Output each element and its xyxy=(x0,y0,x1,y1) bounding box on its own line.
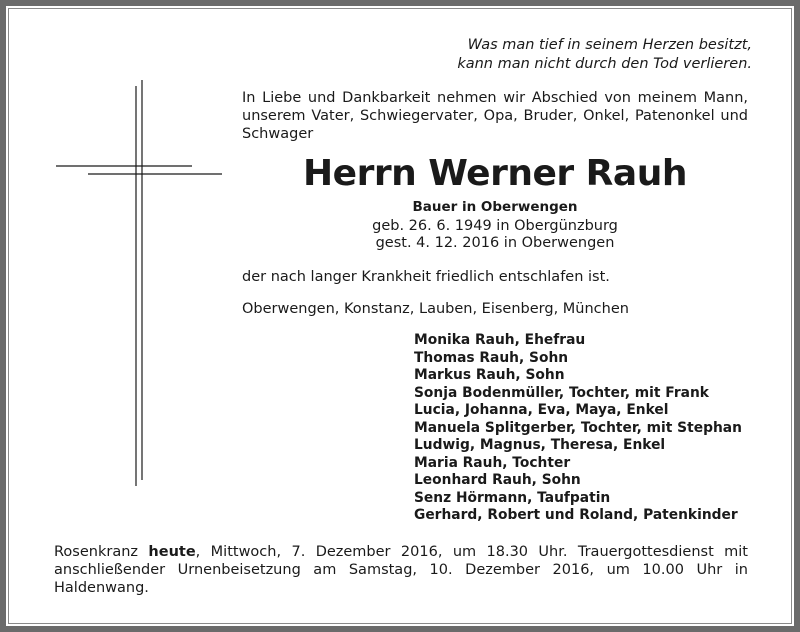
passed-text: der nach langer Krankheit friedlich entschlafen ist. xyxy=(242,269,610,285)
mourner: Ludwig, Magnus, Theresa, Enkel xyxy=(414,437,666,453)
deceased-name: Herrn Werner Rauh xyxy=(303,153,687,194)
mourner: Gerhard, Robert und Roland, Patenkinder xyxy=(414,507,738,523)
funeral-info-bold: heute xyxy=(148,544,196,560)
intro-text: In Liebe und Dankbarkeit nehmen wir Abschied von meinem Mann, unserem Vater, Schwiegervater, Opa, Bruder, Onkel, Patenonkel und Schwager xyxy=(242,90,748,142)
places: Oberwengen, Konstanz, Lauben, Eisenberg, München xyxy=(242,301,629,317)
funeral-info-part1: Rosenkranz xyxy=(54,544,149,560)
mourner: Senz Hörmann, Taufpatin xyxy=(414,489,611,506)
mourner: Leonhard Rauh, Sohn xyxy=(414,472,581,488)
mourner: Manuela Splitgerber, Tochter, mit Stephan xyxy=(414,419,742,436)
mourner: Monika Rauh, Ehefrau xyxy=(414,332,586,348)
quote-line-2: kann man nicht durch den Tod verlieren. xyxy=(457,56,752,72)
mourner: Markus Rauh, Sohn xyxy=(414,367,565,383)
death-info: gest. 4. 12. 2016 in Oberwengen xyxy=(375,235,615,251)
mourner: Lucia, Johanna, Eva, Maya, Enkel xyxy=(414,402,669,418)
mourners-list xyxy=(414,332,742,525)
quote-line-1: Was man tief in seinem Herzen besitzt, xyxy=(467,37,752,53)
mourner: Sonja Bodenmüller, Tochter, mit Frank xyxy=(414,384,709,401)
mourner: Thomas Rauh, Sohn xyxy=(414,349,569,366)
funeral-info-part2: , Mittwoch, 7. Dezember 2016, um 18.30 Uhr. Trauergottesdienst mit anschließender Urnenbeisetzung am Samstag, 10. Dezember 2016, um 10.00 Uhr in Haldenwang. xyxy=(54,544,748,596)
occupation: Bauer in Oberwengen xyxy=(412,199,578,215)
mourner: Maria Rauh, Tochter xyxy=(414,454,571,471)
funeral-info xyxy=(54,543,748,597)
birth-info: geb. 26. 6. 1949 in Obergünzburg xyxy=(372,218,618,234)
quote xyxy=(457,36,752,74)
